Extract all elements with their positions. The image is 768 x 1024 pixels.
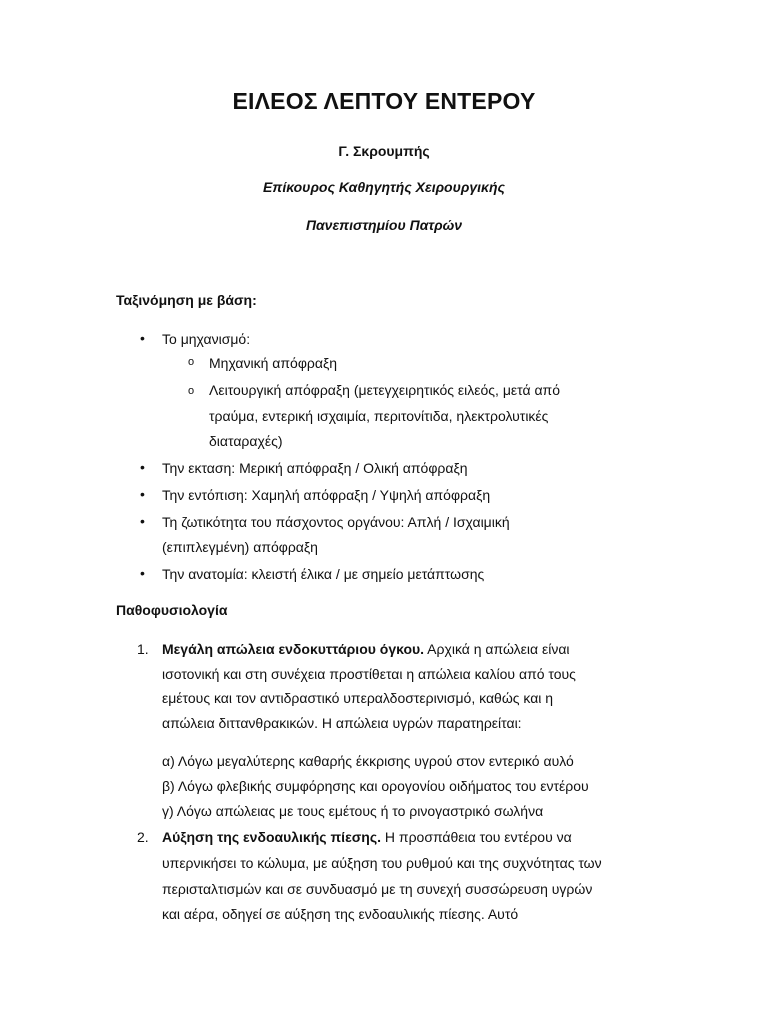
pathophysiology-item2-text: Η προσπάθεια του εντέρου να bbox=[381, 829, 572, 845]
classification-item-viability-line1: Τη ζωτικότητα του πάσχοντος οργάνου: Απλή / Ισχαιμική bbox=[162, 514, 510, 530]
author-position: Επίκουρος Καθηγητής Χειρουργικής bbox=[263, 179, 505, 195]
classification-item-viability-line2: (επιπλεγμένη) απόφραξη bbox=[162, 539, 318, 555]
bullet-icon: • bbox=[140, 459, 145, 475]
sub-bullet-icon: o bbox=[188, 356, 195, 368]
classification-item-anatomy: Την ανατομία: κλειστή έλικα / με σημείο μετάπτωσης bbox=[162, 566, 485, 582]
author-name: Γ. Σκρουμπής bbox=[338, 143, 430, 159]
classification-item-mechanism: Το μηχανισμό: bbox=[162, 331, 251, 347]
list-number: 1. bbox=[137, 641, 149, 657]
bullet-icon: • bbox=[140, 486, 145, 502]
classification-heading: Ταξινόμηση με βάση: bbox=[116, 292, 257, 308]
pathophysiology-item1-line2: ισοτονική και στη συνέχεια προστίθεται η απώλεια καλίου από τους bbox=[162, 666, 576, 682]
pathophysiology-item2-line1 bbox=[162, 829, 572, 845]
pathophysiology-item2-line4: και αέρα, οδηγεί σε αύξηση της ενδοαυλικής πίεσης. Αυτό bbox=[162, 906, 519, 922]
author-university: Πανεπιστημίου Πατρών bbox=[305, 217, 463, 233]
pathophysiology-item1-b: β) Λόγω φλεβικής συμφόρησης και ορογονίου οιδήματος του εντέρου bbox=[162, 778, 589, 794]
pathophysiology-item1-a: α) Λόγω μεγαλύτερης καθαρής έκκρισης υγρού στον εντερικό αυλό bbox=[162, 753, 574, 769]
bullet-icon: • bbox=[140, 513, 145, 529]
pathophysiology-item2-line2: υπερνικήσει το κώλυμα, με αύξηση του ρυθμού και της συχνότητας των bbox=[162, 855, 602, 871]
sub-bullet-icon: o bbox=[188, 385, 195, 397]
bullet-icon: • bbox=[140, 565, 145, 581]
pathophysiology-item2-title: Αύξηση της ενδοαυλικής πίεσης. bbox=[162, 829, 382, 845]
classification-sub-functional-line2: τραύμα, εντερική ισχαιμία, περιτονίτιδα, ηλεκτρολυτικές bbox=[209, 408, 549, 424]
classification-sub-functional-line3: διαταραχές) bbox=[209, 433, 283, 449]
pathophysiology-item1-c: γ) Λόγω απώλειας με τους εμέτους ή το ρινογαστρικό σωλήνα bbox=[162, 803, 544, 819]
pathophysiology-heading: Παθοφυσιολογία bbox=[116, 602, 228, 618]
pathophysiology-item1-line3: εμέτους και τον αντιδραστικό υπεραλδοστερινισμό, καθώς και η bbox=[162, 690, 554, 706]
document-title: ΕΙΛΕΟΣ ΛΕΠΤΟΥ ΕΝΤΕΡΟΥ bbox=[232, 88, 536, 114]
bullet-icon: • bbox=[140, 330, 145, 346]
pathophysiology-item1-line4: απώλεια διττανθρακικών. Η απώλεια υγρών παρατηρείται: bbox=[162, 715, 522, 731]
pathophysiology-item1-text: Αρχικά η απώλεια είναι bbox=[424, 641, 570, 657]
pathophysiology-item2-line3: περισταλτισμών και σε συνδυασμό με τη συνεχή συσσώρευση υγρών bbox=[162, 881, 593, 897]
classification-item-location: Την εντόπιση: Χαμηλή απόφραξη / Υψηλή απόφραξη bbox=[162, 487, 491, 503]
classification-item-extent: Την εκταση: Μερική απόφραξη / Ολική απόφραξη bbox=[162, 460, 468, 476]
classification-sub-functional-line1: Λειτουργική απόφραξη (μετεγχειρητικός ειλεός, μετά από bbox=[209, 382, 560, 398]
pathophysiology-item1-title: Μεγάλη απώλεια ενδοκυττάριου όγκου. bbox=[162, 641, 425, 657]
list-number: 2. bbox=[137, 829, 149, 845]
classification-sub-mechanical: Μηχανική απόφραξη bbox=[209, 355, 338, 371]
pathophysiology-item1-line1 bbox=[162, 641, 570, 657]
